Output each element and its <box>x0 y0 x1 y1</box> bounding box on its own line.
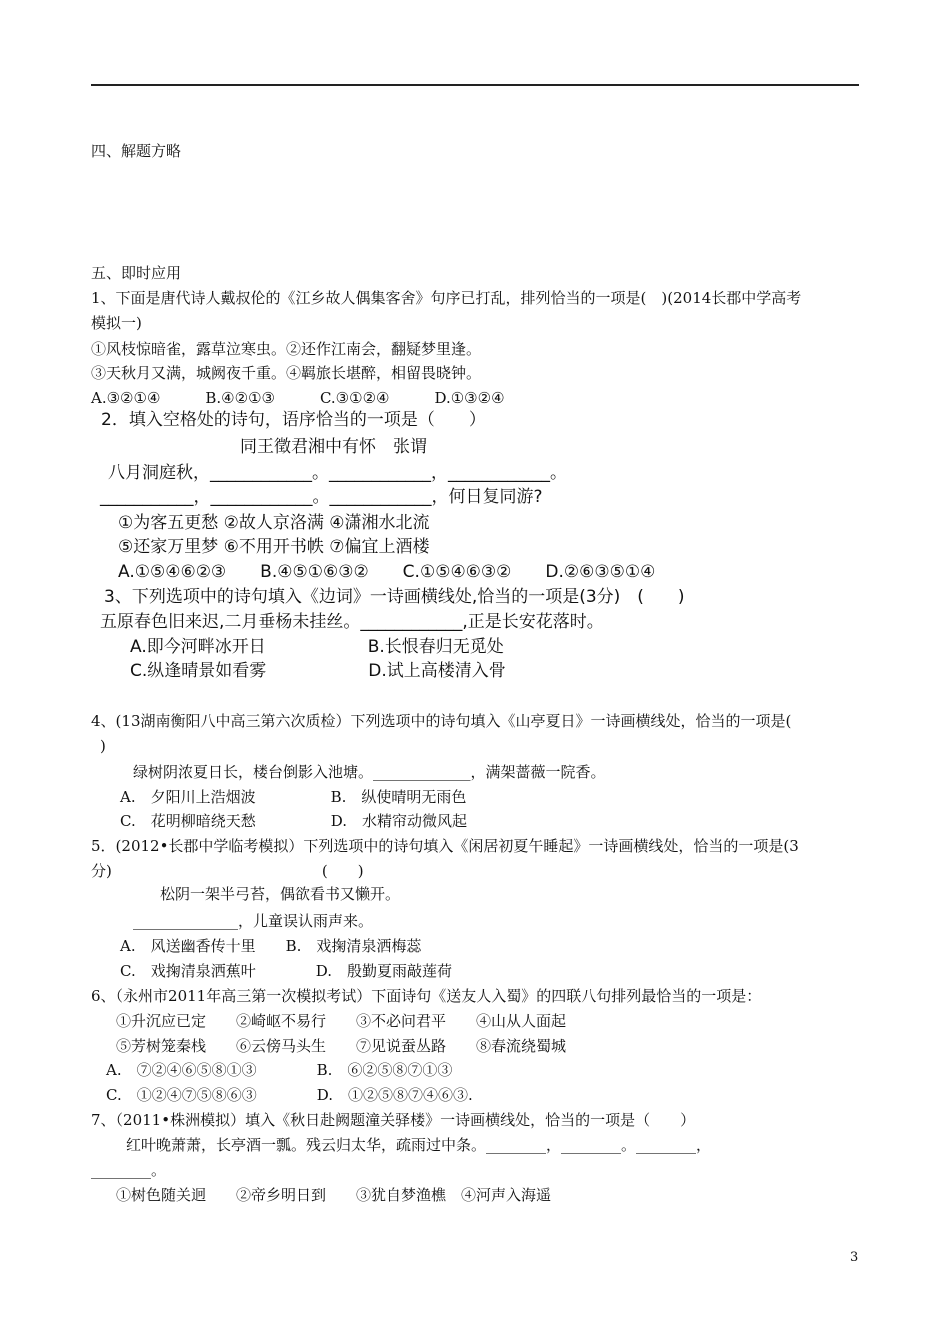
question-1-stem-cont: 模拟一) <box>91 314 142 332</box>
question-7-poem: 红叶晚萧萧，长亭酒一瓢。残云归太华，疏雨过中条。________，________。________， <box>126 1136 712 1154</box>
question-3-poem: 五原春色旧来迟,二月垂杨未挂丝。____________,正是长安花落时。 <box>100 612 604 632</box>
question-7-choices: ①树色随关迥 ②帝乡明日到 ③犹自梦渔樵 ④河声入海遥 <box>116 1186 552 1204</box>
question-6-choices: ①升沉应已定 ②崎岖不易行 ③不必问君平 ④山从人面起 <box>116 1012 567 1030</box>
question-3-options: A.即今河畔冰开日 B.长恨春归无觅处 <box>130 637 504 657</box>
question-5-stem: 5．(2012•长郡中学临考模拟）下列选项中的诗句填入《闲居初夏午睡起》一诗画横线处，恰当的一项是(3 <box>91 837 799 855</box>
question-6-stem: 6、（永州市2011年高三第一次模拟考试）下面诗句《送友人入蜀》的四联八句排列最恰当的一项是： <box>91 987 762 1005</box>
question-2-poem-line: ___________，____________。____________，何日复同游? <box>100 487 543 507</box>
question-1-stem: 1、下面是唐代诗人戴叔伦的《江乡故人偶集客舍》句序已打乱，排列恰当的一项是( )(2014长郡中学高考 <box>91 289 802 307</box>
question-5-stem-cont: 分) ( ) <box>91 862 364 880</box>
section-title: 四、解题方略 <box>91 142 182 160</box>
question-4-stem: 4、(13湖南衡阳八中高三第六次质检）下列选项中的诗句填入《山亭夏日》一诗画横线处，恰当的一项是( <box>91 712 792 730</box>
question-4-poem: 绿树阴浓夏日长，楼台倒影入池塘。_____________，满架蔷薇一院香。 <box>133 763 606 781</box>
question-3-options: C.纵逢晴景如看雾 D.试上高楼清入骨 <box>130 661 506 681</box>
question-2-poem-title: 同王徵君湘中有怀 张谓 <box>240 437 427 457</box>
question-7-poem: ________。 <box>91 1161 167 1179</box>
question-2-choices: ⑤还家万里梦 ⑥不用开书帙 ⑦偏宜上酒楼 <box>118 537 430 557</box>
question-1-poem-line: ③天秋月又满，城阙夜千重。④羁旅长堪醉，相留畏晓钟。 <box>91 364 482 382</box>
header-rule <box>91 84 859 86</box>
question-7-stem: 7、（2011•株洲模拟）填入《秋日赴阙题潼关驿楼》一诗画横线处，恰当的一项是（ ） <box>91 1111 696 1129</box>
question-4-stem-cont: ) <box>100 737 106 755</box>
question-3-stem: 3、下列选项中的诗句填入《边词》一诗画横线处,恰当的一项是(3分) ( ) <box>104 587 685 607</box>
question-4-options: C. 花明柳暗绕天愁 D. 水精帘动微风起 <box>120 812 467 830</box>
question-6-options: C. ①②④⑦⑤⑧⑥③ D. ①②⑤⑧⑦④⑥③. <box>106 1086 473 1104</box>
question-6-options: A. ⑦②④⑥⑤⑧①③ B. ⑥②⑤⑧⑦①③ <box>106 1061 453 1079</box>
page-number: 3 <box>850 1250 859 1265</box>
question-5-poem: 松阴一架半弓苔，偶欲看书又懒开。 <box>160 885 401 903</box>
section-title: 五、即时应用 <box>91 264 182 282</box>
question-5-poem: ______________，儿童误认雨声来。 <box>133 912 374 930</box>
question-1-options: A.③②①④ B.④②①③ C.③①②④ D.①③②④ <box>91 389 505 407</box>
question-2-options: A.①⑤④⑥②③ B.④⑤①⑥③② C.①⑤④⑥③② D.②⑥③⑤①④ <box>118 562 656 582</box>
question-6-choices: ⑤芳树笼秦栈 ⑥云傍马头生 ⑦见说蚕丛路 ⑧春流绕蜀城 <box>116 1037 567 1055</box>
question-2-choices: ①为客五更愁 ②故人京洛满 ④潇湘水北流 <box>118 513 430 533</box>
question-2-stem: 2．填入空格处的诗句，语序恰当的一项是（ ） <box>101 410 486 430</box>
question-5-options: C. 戏掬清泉洒蕉叶 D. 殷勤夏雨敲莲荷 <box>120 962 452 980</box>
question-2-poem-line: 八月洞庭秋，____________。____________，____________。 <box>108 463 567 483</box>
question-1-poem-line: ①风枝惊暗雀，露草泣寒虫。②还作江南会，翻疑梦里逢。 <box>91 340 482 358</box>
question-5-options: A. 风送幽香传十里 B. 戏掬清泉洒梅蕊 <box>120 937 422 955</box>
question-4-options: A. 夕阳川上浩烟波 B. 纵使晴明无雨色 <box>120 788 467 806</box>
